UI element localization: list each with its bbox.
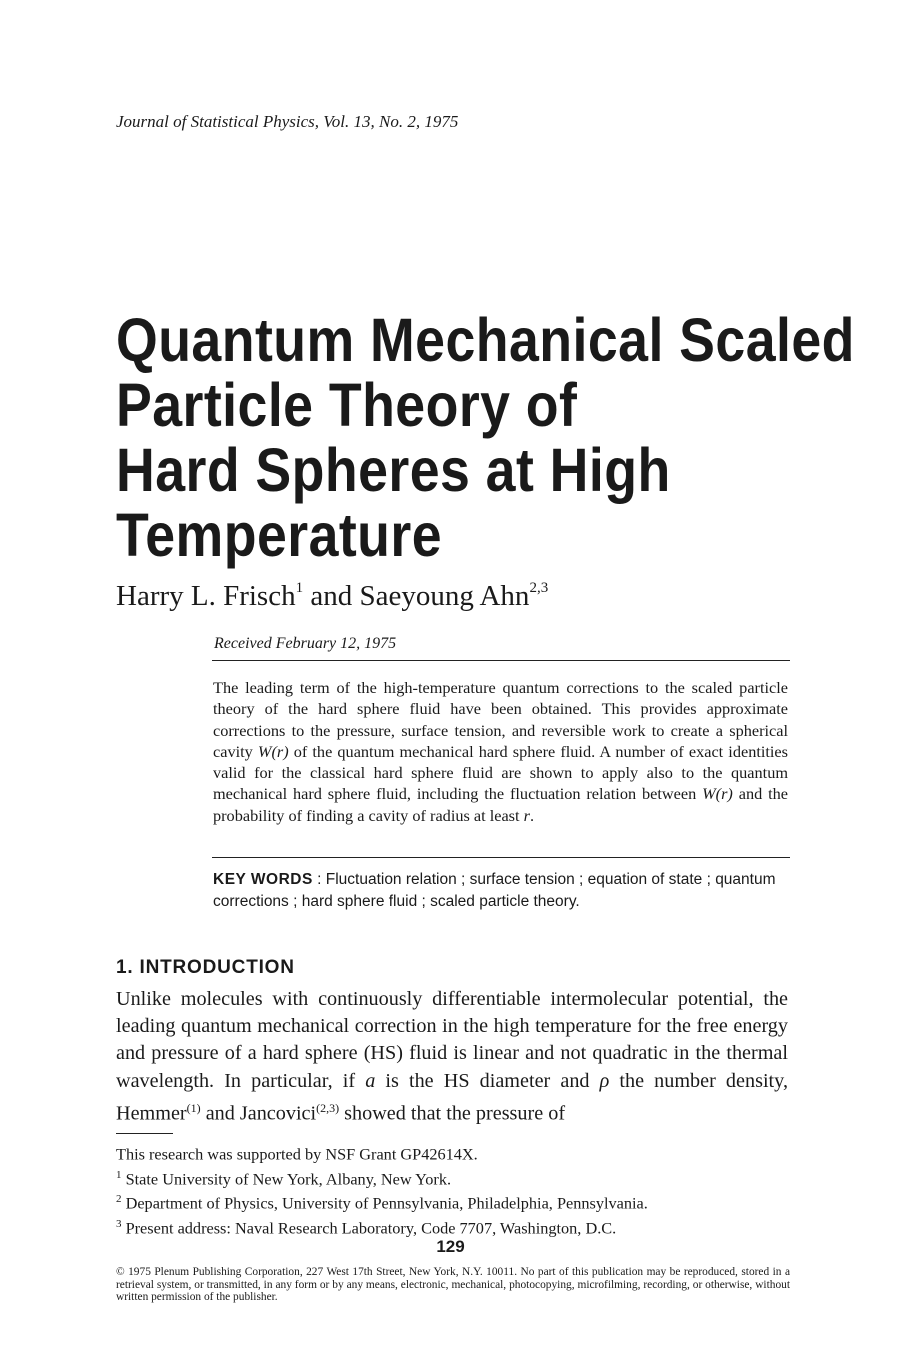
abstract <box>213 677 788 826</box>
citation-ref: (2,3) <box>316 1100 340 1115</box>
title-line: Particle Theory of <box>116 371 578 439</box>
affiliation-mark: 2,3 <box>529 580 549 597</box>
abstract-bottom-rule <box>212 857 790 858</box>
footnotes <box>116 1140 806 1239</box>
footnote-mark: 3 <box>116 1218 122 1231</box>
footnote-rule <box>116 1133 173 1134</box>
keywords <box>213 869 788 913</box>
page-number: 129 <box>436 1237 465 1256</box>
footnote-mark: 1 <box>116 1168 122 1181</box>
math-symbol: ρ <box>599 1069 610 1092</box>
section-heading: 1. INTRODUCTION <box>116 957 295 978</box>
introduction-body <box>116 986 788 1128</box>
title-line: Quantum Mechanical Scaled <box>116 306 855 374</box>
received-date: Received February 12, 1975 <box>214 635 397 652</box>
journal-citation: Journal of Statistical Physics, Vol. 13, No. 2, 1975 <box>116 112 459 131</box>
paragraph <box>116 986 788 1128</box>
body-text: showed that the pressure of <box>339 1102 566 1125</box>
abstract-text: and the probability of finding a cavity of radius at least <box>213 784 789 825</box>
author-name: Saeyoung Ahn <box>359 580 530 612</box>
body-text: Unlike molecules with continuously differentiable intermolecular potential, the leading quantum mechanical correction in the high temperature for the free energy and pressure of a hard sphere (HS) fluid is linear and not quadratic in the thermal wavelength. In particular, if <box>116 988 788 1092</box>
title-line: Hard Spheres at High <box>116 436 671 504</box>
title-line: Temperature <box>116 501 443 569</box>
author-conjunction: and <box>303 580 360 612</box>
footnote-text: Department of Physics, University of Pennsylvania, Philadelphia, Pennsylvania. <box>121 1193 648 1213</box>
author-list <box>116 580 548 613</box>
affiliation-mark: 1 <box>295 580 304 597</box>
abstract-text: The leading term of the high-temperature quantum corrections to the scaled particle theory of the hard sphere fluid have been obtained. This provides approximate corrections to the pressure, surface tension, and reversible work to create a spherical cavity <box>213 678 788 761</box>
keywords-label: KEY WORDS <box>213 871 313 888</box>
abstract-top-rule <box>212 660 790 661</box>
math-symbol: W(r) <box>702 784 733 804</box>
math-symbol: W(r) <box>257 741 289 761</box>
footnote <box>116 1189 806 1214</box>
footnote <box>116 1214 806 1239</box>
body-text: is the HS diameter and <box>375 1069 600 1092</box>
citation-ref: (1) <box>186 1100 201 1115</box>
footnote-text: State University of New York, Albany, New York. <box>121 1169 452 1189</box>
footnote-text: Present address: Naval Research Laboratory, Code 7707, Washington, D.C. <box>121 1218 617 1238</box>
footnote <box>116 1165 806 1190</box>
copyright-notice: © 1975 Plenum Publishing Corporation, 227 West 17th Street, New York, N.Y. 10011. No part of this publication may be reproduced, stored in a retrieval system, or transmitted, in any form or by any means, electronic, mechanical, photocopying, microfilming, recording, or otherwise, without written permission of the publisher. <box>116 1266 790 1304</box>
body-text: and Jancovici <box>200 1102 317 1125</box>
abstract-text: . <box>529 805 535 825</box>
paper-title <box>116 306 855 569</box>
footnote-text: This research was supported by NSF Grant GP42614X. <box>116 1144 478 1164</box>
author-name: Harry L. Frisch <box>116 580 296 612</box>
body-text: the number density, Hemmer <box>116 1069 788 1125</box>
keywords-text: : Fluctuation relation ; surface tension ; equation of state ; quantum corrections ; hard sphere fluid ; scaled particle theory. <box>213 871 776 910</box>
math-symbol: r <box>523 805 530 825</box>
footnote <box>116 1140 806 1165</box>
math-symbol: a <box>365 1069 376 1092</box>
footnote-mark: 2 <box>116 1193 122 1206</box>
abstract-text: of the quantum mechanical hard sphere fluid. A number of exact identities valid for the classical hard sphere fluid are shown to apply also to the quantum mechanical hard sphere fluid, including the fluctuation relation between <box>213 741 788 804</box>
